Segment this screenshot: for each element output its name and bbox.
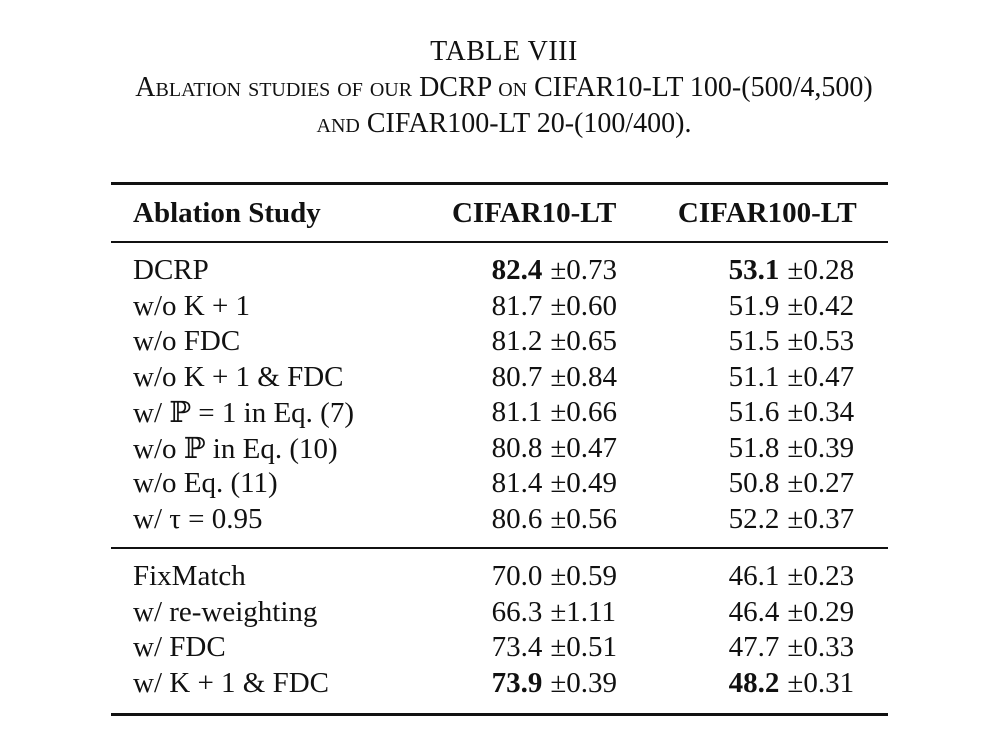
table-row: [111, 431, 888, 467]
cifar10-std: ±0.47: [550, 431, 618, 464]
cifar100-mean: 51.5: [728, 325, 780, 358]
column-header-cifar10-lt: CIFAR10-LT: [451, 196, 617, 229]
cifar100-mean: 52.2: [728, 502, 780, 535]
cifar10-cell: [422, 630, 647, 666]
row-label: w/o FDC: [133, 325, 241, 358]
cifar100-mean: 48.2: [728, 666, 780, 699]
table-row: [111, 242, 888, 289]
table-row: [111, 666, 888, 715]
cifar10-cell: [422, 242, 647, 289]
cifar10-cell: [422, 324, 647, 360]
row-label: w/ K + 1 & FDC: [133, 666, 330, 699]
cifar100-std: ±0.37: [787, 502, 855, 535]
cifar100-std: ±0.23: [787, 560, 855, 593]
table-caption: [0, 34, 1008, 142]
cifar10-mean: 70.0: [491, 560, 543, 593]
cifar100-mean: 51.6: [728, 396, 780, 429]
row-label: w/o K + 1: [133, 289, 251, 322]
caption-line-2: and CIFAR100-LT 20-(100/400).: [316, 108, 692, 139]
table-row: [111, 595, 888, 631]
ablation-table: [111, 182, 888, 716]
cifar100-mean: 50.8: [728, 467, 780, 500]
table-row: [111, 548, 888, 595]
row-label: w/ τ = 0.95: [133, 502, 263, 535]
cifar10-mean: 73.4: [491, 631, 543, 664]
cifar100-std: ±0.42: [787, 289, 855, 322]
cifar10-std: ±0.39: [550, 666, 618, 699]
cifar100-cell: [647, 360, 888, 396]
cifar10-cell: [422, 466, 647, 502]
cifar100-cell: [647, 466, 888, 502]
cifar100-std: ±0.34: [787, 396, 855, 429]
cifar10-std: ±0.65: [550, 325, 618, 358]
row-label: w/ re-weighting: [133, 595, 318, 628]
cifar100-std: ±0.53: [787, 325, 855, 358]
cifar100-std: ±0.39: [787, 431, 855, 464]
column-header-cifar100-lt: CIFAR100-LT: [677, 196, 857, 229]
cifar10-mean: 81.2: [491, 325, 543, 358]
row-label: w/o K + 1 & FDC: [133, 360, 344, 393]
cifar10-mean: 81.1: [491, 396, 543, 429]
cifar10-cell: [422, 666, 647, 715]
column-header-ablation-study: Ablation Study: [133, 196, 321, 229]
row-label: DCRP: [133, 254, 209, 287]
table-row: [111, 395, 888, 431]
cifar10-cell: [422, 289, 647, 325]
cifar100-cell: [647, 548, 888, 595]
cifar100-cell: [647, 395, 888, 431]
cifar10-mean: 81.4: [491, 467, 543, 500]
cifar100-cell: [647, 595, 888, 631]
header-row: [111, 184, 888, 243]
cifar100-mean: 46.4: [728, 595, 780, 628]
cifar100-mean: 51.9: [728, 289, 780, 322]
cifar10-cell: [422, 548, 647, 595]
cifar100-mean: 51.1: [728, 360, 780, 393]
cifar100-std: ±0.33: [787, 631, 855, 664]
row-label: FixMatch: [133, 560, 246, 593]
cifar10-std: ±0.66: [550, 396, 618, 429]
cifar10-mean: 80.7: [491, 360, 543, 393]
cifar10-std: ±1.11: [550, 595, 616, 628]
cifar100-std: ±0.29: [787, 595, 855, 628]
cifar100-std: ±0.47: [787, 360, 855, 393]
cifar100-mean: 46.1: [728, 560, 780, 593]
cifar100-cell: [647, 289, 888, 325]
row-label: w/ FDC: [133, 631, 226, 664]
cifar10-mean: 81.7: [491, 289, 543, 322]
cifar100-mean: 53.1: [728, 254, 780, 287]
cifar100-mean: 47.7: [728, 631, 780, 664]
cifar10-cell: [422, 595, 647, 631]
cifar100-cell: [647, 666, 888, 715]
cifar10-std: ±0.73: [550, 254, 618, 287]
table-row: [111, 360, 888, 396]
table-row: [111, 630, 888, 666]
cifar100-std: ±0.31: [787, 666, 855, 699]
cifar10-std: ±0.51: [550, 631, 618, 664]
cifar10-std: ±0.56: [550, 502, 618, 535]
row-label: w/ ℙ = 1 in Eq. (7): [133, 397, 354, 430]
row-label: w/o ℙ in Eq. (10): [133, 432, 338, 465]
cifar10-cell: [422, 502, 647, 549]
cifar10-std: ±0.60: [550, 289, 618, 322]
cifar10-mean: 80.8: [491, 431, 543, 464]
caption-line-1: Ablation studies of our DCRP on CIFAR10-LT 100-(500/4,500): [135, 72, 873, 103]
cifar10-mean: 73.9: [491, 666, 543, 699]
row-label: w/o Eq. (11): [133, 467, 278, 500]
table-label: TABLE VIII: [430, 36, 578, 67]
cifar10-mean: 80.6: [491, 502, 543, 535]
table-group-dcrp: [111, 242, 888, 548]
cifar100-cell: [647, 502, 888, 549]
cifar10-std: ±0.84: [550, 360, 618, 393]
table-row: [111, 502, 888, 549]
cifar10-mean: 82.4: [491, 254, 543, 287]
cifar10-cell: [422, 360, 647, 396]
cifar10-mean: 66.3: [491, 595, 543, 628]
cifar100-cell: [647, 431, 888, 467]
cifar100-mean: 51.8: [728, 431, 780, 464]
cifar100-cell: [647, 242, 888, 289]
cifar10-std: ±0.59: [550, 560, 618, 593]
cifar100-std: ±0.27: [787, 467, 855, 500]
table-group-fixmatch: [111, 548, 888, 715]
cifar10-cell: [422, 395, 647, 431]
table-row: [111, 289, 888, 325]
table-row: [111, 324, 888, 360]
cifar10-cell: [422, 431, 647, 467]
cifar100-cell: [647, 630, 888, 666]
cifar100-cell: [647, 324, 888, 360]
table-row: [111, 466, 888, 502]
cifar100-std: ±0.28: [787, 254, 855, 287]
ablation-table-container: [111, 182, 888, 716]
cifar10-std: ±0.49: [550, 467, 618, 500]
